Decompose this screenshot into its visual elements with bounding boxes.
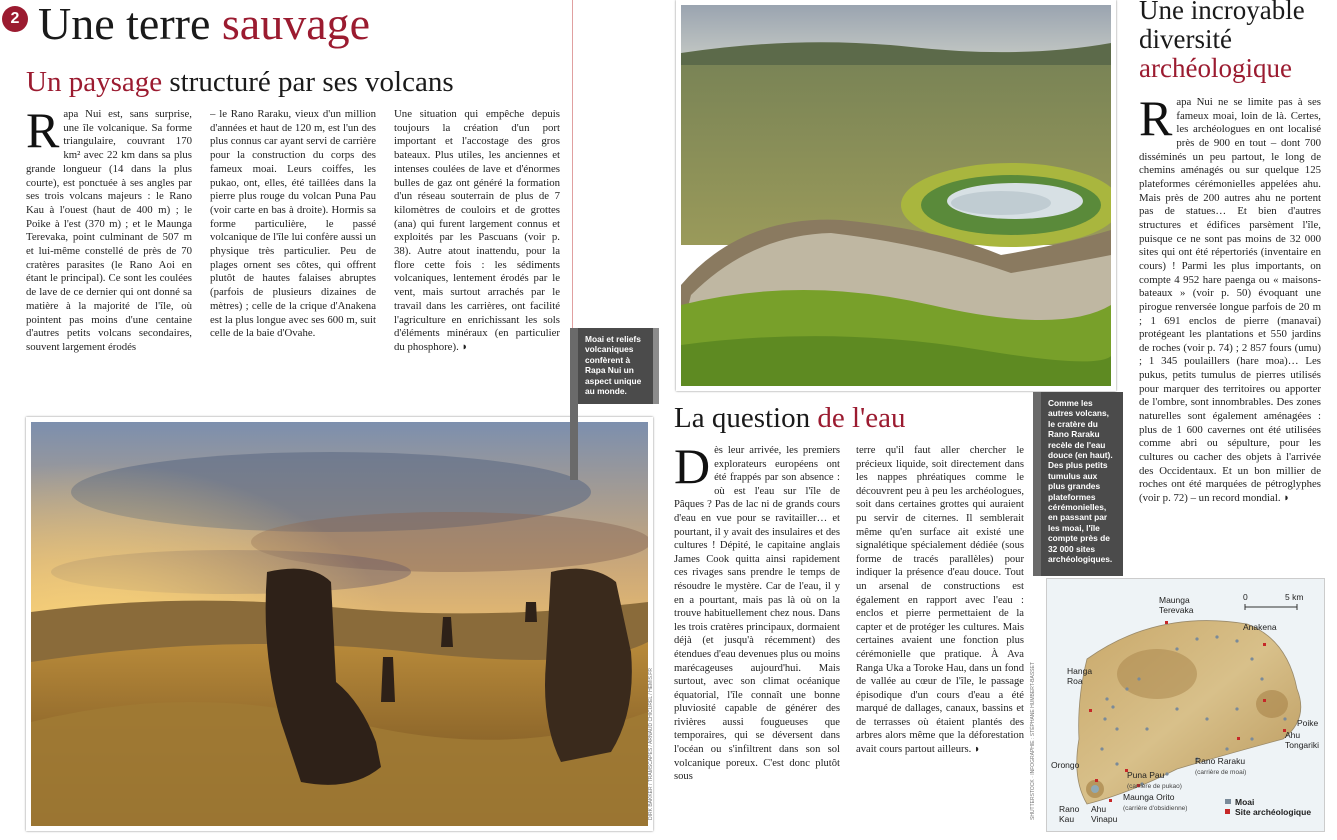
- infographic-credit: SHUTTERSTOCK · INFOGRAPHIE : STÉPHANE HUMBERT-BASSET: [1030, 662, 1036, 820]
- map-label-puna-pau: Puna Pau (carrière de pukao): [1127, 770, 1182, 790]
- map-label-rano-kau: Rano Kau: [1059, 804, 1080, 824]
- map-scale-5: 5 km: [1285, 592, 1304, 602]
- section1-heading-red: Un paysage: [26, 66, 163, 98]
- caption-crater: [1041, 392, 1123, 576]
- map-legend-moai: Moai: [1235, 797, 1255, 807]
- section2-heading-red: de l'eau: [817, 402, 906, 434]
- caption-moai: [578, 328, 659, 404]
- section1-col2: [210, 108, 376, 408]
- section1-heading-black: structuré par ses volcans: [169, 66, 454, 98]
- section2-col2-text: terre qu'il faut aller chercher le précieux liquide, soit directement dans les nappes phréatiques comme le découvrent peu à peu les archéologues, soit dans certaines grottes qui auraient pu servir de citernes. Il semblerait même qu'en surface ait existé une signalétique spécialement dédiée (sous forme de tracés parallèles) pour indiquer la présence d'eau douce. Tout un arsenal de constructions est également en rapport avec l'eau : enclos et pierre permettaient de la capter et de protéger les cultures. Mais certaines avaient une fonction plus cérémonielle que pratique. À Ava Ranga Uka a Toroke Hau, dans un fond de vallée au cœur de l'île, le passage épisodique d'un cours d'eau a été marqué de dallages, canaux, bassins et de terrasses où étaient plantés des arbres alors même que la déforestation avait cours partout ailleurs. ◗: [856, 445, 1024, 756]
- section3-heading-red: archéologique: [1139, 53, 1292, 83]
- section1-col3: [394, 108, 560, 408]
- crater-photo: [676, 0, 1116, 391]
- map-label-rano-raraku: Rano Raraku (carrière de moai): [1195, 756, 1247, 776]
- map-scale-0: 0: [1243, 592, 1248, 602]
- map-label-terevaka: Maunga Terevaka: [1159, 595, 1194, 615]
- section3-heading-line2: diversité: [1139, 24, 1232, 54]
- map-label-orongo: Orongo: [1051, 760, 1080, 770]
- title-red: sauvage: [221, 0, 371, 49]
- section1-col2-text: – le Rano Raraku, vieux d'un million d'années et haut de 120 m, est l'un des plus connus car ayant servi de carrière pour la construction du corps des fameux moai. Leurs coiffes, les pukao, ont, elles, été taillées dans la pierre plus rouge du volcan Puna Pau (voir carte en bas à droite). Hormis sa forme particulière, le passé volcanique de l'île lui confère aussi un physique très particulier. Peu de plages ornent ses côtes, qui offrent plutôt de hautes falaises abruptes (parfois de plusieurs dizaines de mètres) ; celle de la crique d'Anakena est la plus longue avec ses 600 m, suit celle de la baie d'Ovahe.: [210, 108, 376, 340]
- caption-moai-text: Moai et reliefs volcaniques confèrent à Rapa Nui un aspect unique au monde.: [585, 334, 642, 397]
- section3-body-text: apa Nui ne se limite pas à ses fameux moai, loin de là. Certes, les archéologues en ont localisé près de 900 en tout – dont 700 disséminés un peu partout, le long de chemins aménagés ou sur quelque 125 plateformes cérémonielles appelées ahu. Mais près de 200 autres ahu ne portent pas de statues… Et bien d'autres structures et édifices parsèment l'île, puisque ce ne sont pas moins de 32 000 sites qui ont été répertoriés (inventaire en cours) ! Parmi les plus importants, on compte 4 952 hare paenga ou « maisons-bateaux » (voir p. 50) évoquant une pirogue renversée longue parfois de 20 m ; 1 691 enclos de pierre (manavai) protégeant les plantations et 550 jardins de roches (voir p. 74) ; 2 857 fours (umu) ; 1 345 poulaillers (hare moa)… Les pukus, petits tumulus de pierres utilisés pour marquer des territoires ou apporter de l'ombre, sont innombrables. Des zones naturelles sont également aménagées : plus de 1 600 cavernes ont été utilisées comme abri ou sépulture, pour les cultures ou cacher des objets à l'arrivée des Occidentaux. Et un bon millier de roches ont été marquées de pétroglyphes (voir p. 72) – un record mondial. ◗: [1139, 96, 1321, 505]
- section2-col1-text: ès leur arrivée, les premiers explorateurs européens ont été frappés par son absence : où est l'eau sur l'île de Pâques ? Pas de lac ni de grands cours d'eau en vue pour se ravitailler… et pourtant, il y avait des insulaires et des cultures ! Dépité, le capitaine anglais James Cook quitta ainsi rapidement ces rivages sans prendre le temps de résoudre le mystère. Car de l'eau, il y en a pourtant, mais pas là où on la trouve habituellement chez nous. Dans les trois cratères principaux, dormaient déjà (et jusqu'à récemment) des étendues d'eau devenues plus ou moins marécageuses aujourd'hui. Mais surtout, avec son climat océanique équatorial, l'île connaît une bonne pluviosité capable de générer des rivières aussi fougueuses que temporaires, qui se déversent dans l'océan ou s'infiltrent dans son sol volcanique poreux. C'est donc plutôt sous: [674, 445, 840, 783]
- section2-col2: [856, 444, 1024, 836]
- section2-heading-black: La question: [674, 402, 811, 434]
- title-black: Une terre: [38, 0, 211, 49]
- map-legend-site: Site archéologique: [1235, 807, 1312, 817]
- map-label-maunga-orito: Maunga Orito (carrière d'obsidienne): [1123, 792, 1188, 812]
- column-rule: [572, 0, 573, 330]
- dropcap-r: R: [26, 108, 60, 158]
- caption-crater-text: Comme les autres volcans, le cratère du Rano Raraku recèle de l'eau douce (en haut). Des plus petits tumulus aux plus grandes plateformes cérémonielles, en passant par les moai, l'île compte près de 32 000 sites archéologiques.: [1048, 398, 1113, 565]
- section3-heading-line1: Une incroyable: [1139, 0, 1305, 25]
- section1-col1: [26, 108, 192, 408]
- section1-col1-text: apa Nui est, sans surprise, une île volcanique. Sa forme triangulaire, couvrant 170 km² avec 22 km dans sa plus grande longueur (14 dans la plus courte), est ponctuée à ses angles par ses trois volcans majeurs : le Rano Kau à l'ouest (haut de 400 m) ; le Poike à l'est (370 m) ; et le Maunga Terevaka, point culminant de 507 m et lui-même constellé de près de 70 cratères parasites (le Rano Aoi en étant le principal). Ce sont les coulées de lave de ce dernier qui ont donné sa matière à la majorité de l'île, où pointent pas moins d'une centaine d'autres petits volcans secondaires, souvent largement érodés: [26, 108, 192, 353]
- section1-heading: [26, 64, 454, 100]
- section2-heading: [674, 400, 906, 436]
- page-title: [38, 0, 370, 52]
- section3-heading: [1139, 0, 1305, 83]
- dropcap-r2: R: [1139, 96, 1173, 146]
- map-label-poike: Poike: [1297, 718, 1319, 728]
- page-number-badge: 2: [2, 6, 28, 32]
- section1-col3-text: Une situation qui empêche depuis toujours la création d'un port important et l'accostage des gros bateaux. Plus utiles, les anciennes et intenses coulées de lave et d'énormes bulles de gaz ont généré la formation d'un réseau souterrain de plus de 7 kilomètres de couloirs et de grottes (ana) qui furent largement connus et exploités par les Pascuans (voir p. 38). Autre atout inattendu, pour la flore cette fois : les sédiments volcaniques, lentement érodés par le vent, mais surtout arrachés par le travail dans les carrières, ont facilité l'agriculture en enrichissant les sols d'éléments minéraux (en particulier du phosphore). ◗: [394, 108, 560, 353]
- section2-col1: [674, 444, 840, 836]
- map-label-ahu-tongariki: Ahu Tongariki: [1285, 730, 1320, 750]
- map-label-anakena: Anakena: [1243, 622, 1277, 632]
- map-label-hanga-roa: Hanga Roa: [1067, 666, 1093, 686]
- dropcap-d: D: [674, 444, 711, 494]
- map-label-ahu-vinapu: Ahu Vinapu: [1091, 804, 1118, 824]
- photo-credit: DIRK BAKKER / TRAMSCAPES / ARNAUD CHICUREL / HEMIS.FR: [648, 668, 654, 820]
- moai-sunset-photo: [26, 417, 653, 831]
- section3-body: [1139, 96, 1321, 572]
- caption-moai-shadow: [570, 328, 578, 480]
- caption-crater-edge: [1033, 392, 1041, 576]
- island-map: [1046, 578, 1325, 832]
